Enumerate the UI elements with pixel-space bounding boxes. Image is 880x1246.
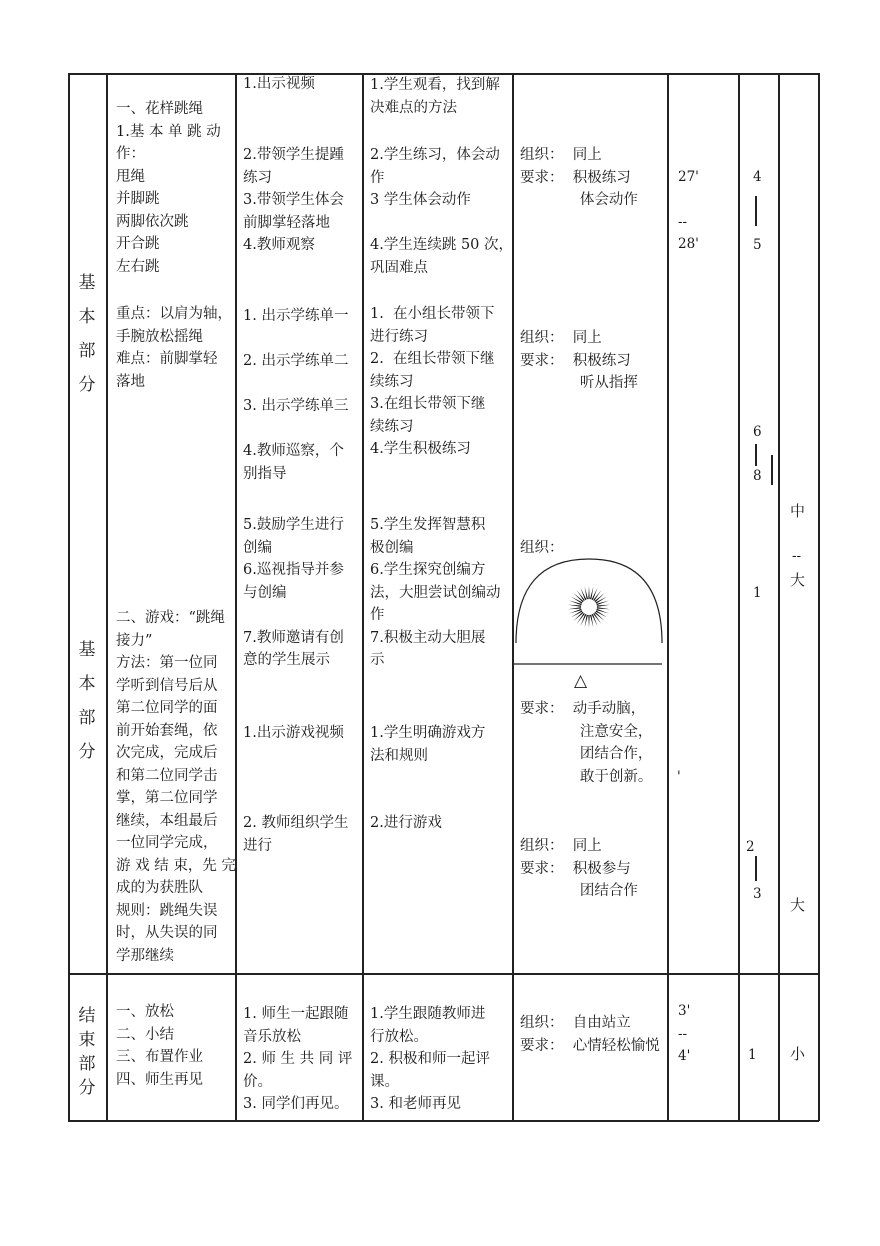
sun-ray (588, 614, 589, 628)
range-bar (755, 196, 757, 226)
teacher-activity-practice: 2.带领学生提踵 练习 3.带领学生体会 前脚掌轻落地 4.教师观察 (243, 147, 344, 253)
time-separator: -- (678, 214, 688, 230)
col-divider (738, 73, 740, 1121)
time-value: 28' (678, 236, 699, 252)
content-end: 一、放松 二、小结 三、布置作业 四、师生再见 (116, 1004, 203, 1088)
range-bar (755, 444, 757, 466)
org-block-4-requirements: 要求： 动手动脑， 注意安全， 团结合作， 敢于创新。 (520, 701, 653, 785)
student-activity-creative: 5.学生发挥智慧积 极创编 6.学生探究创编方 法，大胆尝试创编动 作 7.积极主动大胆展 示 (370, 517, 501, 668)
teacher-activity-end: 1. 师生一起跟随 音乐放松 2. 师 生 共 同 评 价。 3. 同学们再见。 (243, 1006, 353, 1112)
org-block-2: 组织： 同上 要求： 积极练习 听从指挥 (520, 330, 638, 391)
student-activity-end: 1.学生跟随教师进 行放松。 2. 积极和师一起评 课。 3. 和老师再见 (370, 1006, 490, 1112)
org-block-3-label: 组织： (520, 540, 564, 556)
sun-ray (595, 601, 609, 606)
col-divider (106, 73, 108, 1121)
content-game: 二、游戏：“跳绳 接力” 方法：第一位同 学听到信号后从 第二位同学的面 前开始套绳，依 次完成，完成后 和第二位同学击 掌，第二位同学 继续，本组最后 一位同学完成， 游 戏 结 束，先 完 成的为获胜队 规则：跳绳失误 时，从失误的同 学那继续 (116, 610, 236, 964)
range-bar (771, 455, 773, 485)
range-bar (755, 856, 757, 881)
sun-ray (596, 607, 610, 609)
sun-ray (568, 605, 582, 607)
sun-center (581, 599, 597, 615)
teacher-activity-creative: 5.鼓励学生进行 创编 6.巡视指导并参 与创编 7.教师邀请有创 意的学生展示 (243, 517, 344, 668)
table-border-left (68, 73, 70, 1121)
time-separator: -- (678, 1026, 688, 1042)
col-divider (667, 73, 669, 1121)
intensity-value: 中 (790, 502, 806, 520)
student-activity-practice: 2.学生练习，体会动 作 3 学生体会动作 4.学生连续跳 50 次， 巩固难点 (370, 147, 514, 276)
intensity-value: 大 (790, 571, 806, 589)
teacher-activity-worksheets: 1. 出示学练单一 2. 出示学练单二 3. 出示学练单三 4.教师巡察，个 别指导 (243, 308, 349, 482)
section-label-basic-2: 基 本 部 分 (78, 640, 96, 762)
table-border-bottom (68, 1120, 819, 1122)
student-activity-watch: 1.学生观看，找到解 决难点的方法 (370, 77, 500, 116)
sun-ray (588, 586, 589, 600)
count-value: 4 (753, 169, 762, 185)
count-value: 1 (753, 585, 762, 601)
content-key-points: 重点：以肩为轴， 手腕放松摇绳 难点：前脚掌轻 落地 (116, 306, 232, 390)
sun-ray (596, 605, 610, 607)
intensity-value: 小 (790, 1045, 806, 1063)
teacher-position-triangle-icon: △ (574, 671, 588, 691)
count-value: 1 (748, 1047, 757, 1063)
sun-ray (568, 607, 582, 609)
student-activity-game: 1.学生明确游戏方 法和规则 2.进行游戏 (370, 725, 486, 831)
sun-ray (569, 601, 583, 606)
table-row-divider (68, 973, 819, 975)
teacher-activity-game: 1.出示游戏视频 2. 教师组织学生 进行 (243, 725, 349, 854)
count-value: 5 (753, 237, 762, 253)
student-activity-groups: 1. 在小组长带领下 进行练习 2. 在组长带领下继 续练习 3.在组长带领下继 续练习 4.学生积极练习 (370, 306, 495, 457)
sun-ray (595, 608, 609, 613)
intensity-separator: -- (792, 548, 802, 564)
org-block-1: 组织： 同上 要求： 积极练习 体会动作 (520, 147, 638, 208)
time-value: 4' (678, 1048, 691, 1064)
count-value: 3 (753, 886, 762, 902)
formation-diagram (512, 555, 667, 685)
section-label-basic: 基 本 部 分 (78, 273, 96, 395)
intensity-value: 大 (790, 896, 806, 914)
table-border-right (818, 73, 820, 1121)
count-value: 2 (746, 839, 755, 855)
org-block-end: 组织： 自由站立 要求： 心情轻松愉悦 (520, 1015, 660, 1054)
col-divider (362, 73, 364, 1121)
sun-ray (569, 608, 583, 613)
tick-mark: ' (677, 769, 681, 785)
count-value: 6 (753, 424, 762, 440)
section-label-end: 结 束 部 分 (78, 1006, 96, 1098)
teacher-activity-video: 1.出示视频 (243, 76, 315, 92)
count-value: 8 (753, 468, 762, 484)
time-value: 27' (678, 169, 699, 185)
org-block-5: 组织： 同上 要求： 积极参与 团结合作 (520, 838, 638, 899)
content-rope-skipping: 一、花样跳绳 1.基 本 单 跳 动 作： 甩绳 并脚跳 两脚依次跳 开合跳 左右跳 (116, 101, 221, 275)
time-value: 3' (678, 1003, 691, 1019)
col-divider (778, 73, 780, 1121)
sun-burst-icon (568, 586, 610, 628)
